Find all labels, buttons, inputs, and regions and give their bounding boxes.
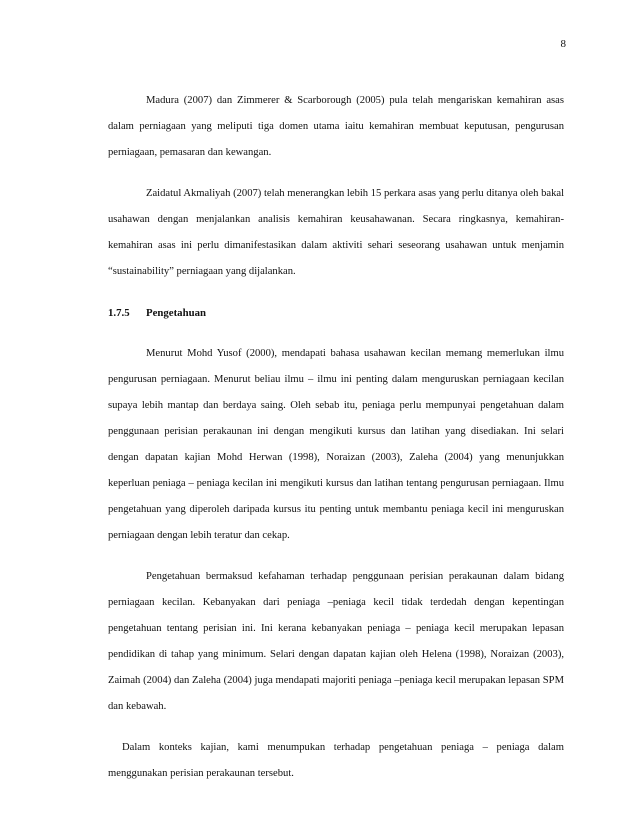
paragraph-zaidatul: Zaidatul Akmaliyah (2007) telah menerangkan lebih 15 perkara asas yang perlu ditanya oleh bakal usahawan dengan menjalankan analisis kemahiran keusahawanan. Secara ringkasnya, kemahiran-kemahiran asas ini perlu dimanifestasikan dalam aktiviti sehari seseorang usahawan untuk menjamin “sustainability” perniagaan yang dijalankan. [108, 188, 565, 277]
section-heading [108, 300, 564, 326]
document-body [108, 88, 564, 802]
paragraph-mohd-yusof: Menurut Mohd Yusof (2000), mendapati bahasa usahawan kecilan memang memerlukan ilmu pengurusan perniagaan. Menurut beliau ilmu – ilmu ini penting dalam menguruskan perniagaan kecilan supaya lebih mantap dan berdaya saing. Oleh sebab itu, peniaga perlu mempunyai pengetahuan dalam penggunaan perisian perakaunan ini dengan mengikuti kursus dan latihan yang disediakan. Ini selari dengan dapatan kajian Mohd Herwan (1998), Noraizan (2003), Zaleha (2004) yang menunjukkan keperluan peniaga – peniaga kecilan ini mengikuti kursus dan latihan tentang pengurusan perniagaan. Ilmu pengetahuan yang diperoleh daripada kursus itu penting untuk membantu peniaga kecil ini menguruskan perniagaan dengan lebih teratur dan cekap. [108, 348, 564, 541]
paragraph-madura: Madura (2007) dan Zimmerer & Scarborough (2005) pula telah mengariskan kemahiran asas dalam perniagaan yang meliputi tiga domen utama iaitu kemahiran membuat keputusan, pengurusan perniagaan, pemasaran dan kewangan. [108, 95, 564, 158]
paragraph-konteks-kajian: Dalam konteks kajian, kami menumpukan terhadap pengetahuan peniaga – peniaga dalam menggunakan perisian perakaunan tersebut. [108, 742, 564, 779]
section-title: Pengetahuan [146, 307, 206, 319]
paragraph-pengetahuan-definition: Pengetahuan bermaksud kefahaman terhadap penggunaan perisian perakaunan dalam bidang perniagaan kecilan. Kebanyakan dari peniaga –peniaga kecil tidak terdedah dengan kepentingan pengetahuan tentang perisian ini. Ini kerana kebanyakan peniaga – peniaga kecil merupakan lepasan pendidikan di tahap yang minimum. Selari dengan dapatan kajian oleh Helena (1998), Noraizan (2003), Zaimah (2004) dan Zaleha (2004) juga mendapati majoriti peniaga –peniaga kecil merupakan lepasan SPM dan kebawah. [108, 571, 564, 712]
section-number: 1.7.5 [108, 307, 130, 319]
page-number: 8 [560, 38, 566, 50]
